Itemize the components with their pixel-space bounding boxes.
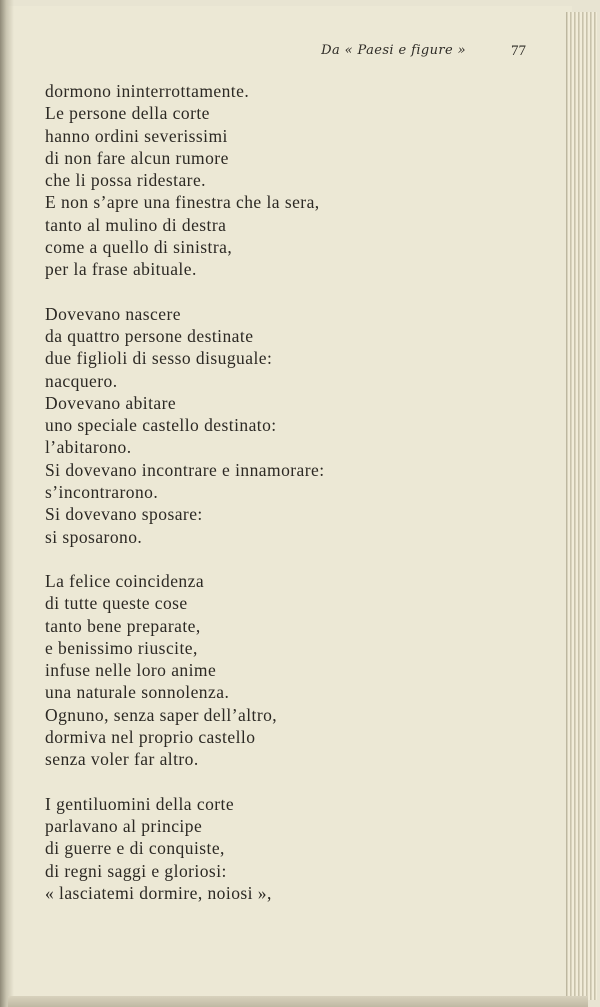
poem-line: dormono ininterrottamente. (45, 81, 250, 101)
page-edges (566, 12, 597, 1000)
poem-line: « lasciatemi dormire, noiosi », (45, 882, 272, 903)
poem-line: Si dovevano incontrare e innamorare: (45, 459, 325, 480)
poem-line: una naturale sonnolenza. (45, 682, 230, 703)
poem-line: Le persone della corte (45, 103, 210, 124)
stanza-3 (45, 570, 545, 771)
poem-line: uno speciale castello destinato: (45, 415, 277, 436)
poem-line: dormiva nel proprio castello (45, 727, 256, 748)
running-title: Da « Paesi e figure » (321, 43, 466, 58)
stanza-1 (45, 80, 545, 281)
poem-line: e benissimo riuscite, (45, 637, 198, 658)
poem-line: parlavano al principe (45, 815, 203, 836)
poem-line: tanto bene preparate, (45, 615, 201, 636)
poem-line: l’abitarono. (45, 437, 132, 458)
poem-line: nacquero. (45, 370, 118, 391)
poem-text (45, 80, 545, 926)
page-number: 77 (511, 43, 526, 59)
poem-line: per la frase abituale. (45, 259, 197, 280)
poem-line: tanto al mulino di destra (45, 214, 227, 235)
poem-line: La felice coincidenza (45, 570, 205, 591)
poem-line: di regni saggi e gloriosi: (45, 860, 227, 881)
bottom-page-edge (8, 996, 588, 1007)
poem-line: infuse nelle loro anime (45, 660, 217, 681)
poem-line: si sposarono. (45, 526, 143, 547)
poem-line: che li possa ridestare. (45, 170, 206, 191)
spine-shadow (0, 0, 14, 1007)
poem-line: di non fare alcun rumore (45, 147, 229, 168)
poem-line: Si dovevano sposare: (45, 504, 203, 525)
stanza-4 (45, 793, 545, 904)
poem-line: Ognuno, senza saper dell’altro, (45, 704, 278, 725)
poem-line: da quattro persone destinate (45, 325, 254, 346)
poem-line: di tutte queste cose (45, 593, 188, 614)
poem-line: s’incontrarono. (45, 482, 159, 503)
poem-line: come a quello di sinistra, (45, 237, 233, 258)
poem-line: I gentiluomini della corte (45, 793, 235, 814)
poem-line: due figlioli di sesso disuguale: (45, 348, 273, 369)
poem-line: Dovevano abitare (45, 392, 177, 413)
stanza-2 (45, 303, 545, 548)
poem-line: senza voler far altro. (45, 749, 199, 770)
poem-line: Dovevano nascere (45, 303, 181, 324)
poem-line: hanno ordini severissimi (45, 125, 228, 146)
running-header (0, 43, 600, 65)
poem-line: di guerre e di conquiste, (45, 838, 225, 859)
poem-line: E non s’apre una finestra che la sera, (45, 192, 320, 213)
